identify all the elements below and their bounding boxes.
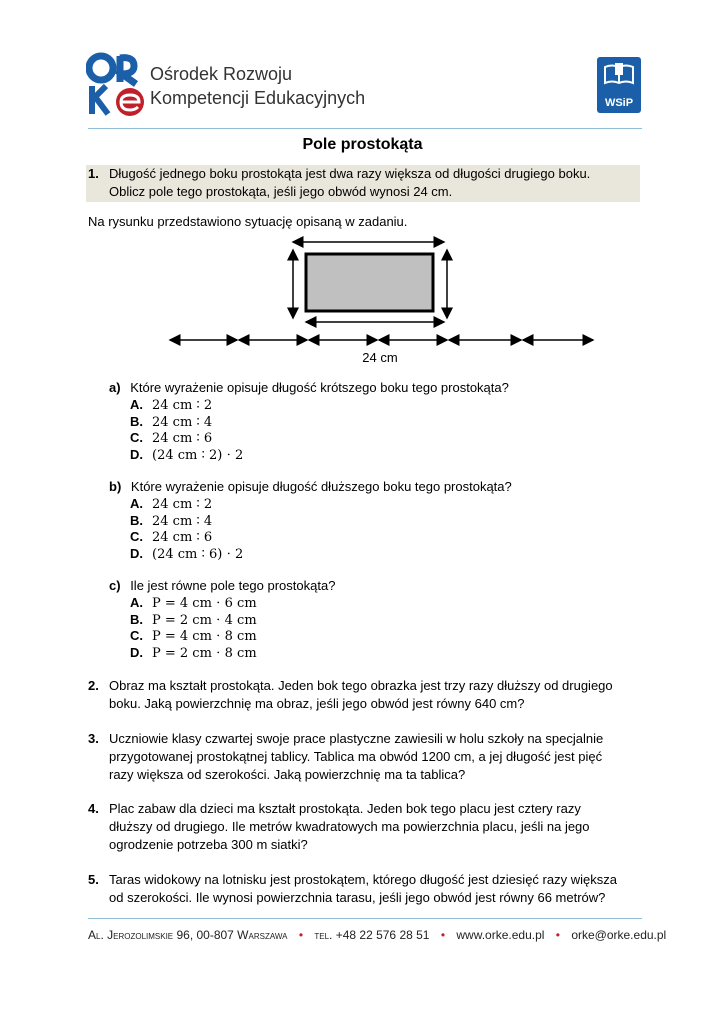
task1-intro: Na rysunku przedstawiono sytuację opisaną w zadaniu.	[88, 214, 408, 229]
part-c-label: c)	[109, 578, 121, 593]
task2-line1: Obraz ma kształt prostokąta. Jeden bok tego obrazka jest trzy razy dłuższy od drugiego	[109, 678, 613, 693]
org-name-line2: Kompetencji Edukacyjnych	[150, 88, 366, 108]
footer-rule	[88, 918, 642, 919]
header-rule	[88, 128, 642, 129]
wsip-logo	[597, 57, 641, 113]
part-b-option-b: B. 24 cm ∶ 4	[130, 513, 213, 529]
part-c-option-c: C. P = 4 cm ⋅ 8 cm	[130, 628, 257, 644]
task1-line1: Długość jednego boku prostokąta jest dwa razy większa od długości drugiego boku.	[109, 166, 591, 181]
wsip-label: WSiP	[604, 97, 634, 109]
part-c-option-d: D. P = 2 cm ⋅ 8 cm	[130, 645, 257, 661]
task5-line1: Taras widokowy na lotnisku jest prostokątem, którego długość jest dziesięć razy większa	[109, 872, 617, 887]
task4-number: 4.	[88, 801, 99, 816]
footer-separator: •	[555, 928, 560, 942]
footer	[88, 928, 666, 942]
part-c	[109, 577, 335, 595]
part-b-question: Które wyrażenie opisuje długość dłuższego boku tego prostokąta?	[130, 479, 512, 494]
part-c-question: Ile jest równe pole tego prostokąta?	[130, 578, 336, 593]
part-a	[109, 379, 509, 397]
task1-number: 1.	[88, 166, 99, 181]
task1-line2: Oblicz pole tego prostokąta, jeśli jego obwód wynosi 24 cm.	[109, 184, 453, 199]
rectangle-figure	[160, 232, 600, 368]
org-name-line1: Ośrodek Rozwoju	[150, 64, 293, 84]
footer-separator: •	[298, 928, 304, 942]
task4-line1: Plac zabaw dla dzieci ma kształt prostokąta. Jeden bok tego placu jest cztery razy	[109, 801, 581, 816]
part-c-option-a: A. P = 4 cm ⋅ 6 cm	[130, 595, 257, 611]
page-title: Pole prostokąta	[302, 136, 423, 153]
task3-line3: razy większa od szerokości. Jaką powierzchnię ma ta tablica?	[109, 767, 466, 782]
task4-line2: dłuższy od drugiego. Ile metrów kwadratowych ma powierzchnia placu, jeśli na jego	[109, 819, 590, 834]
part-b	[109, 478, 512, 496]
part-b-label: b)	[109, 479, 122, 494]
orke-logo-icon	[86, 52, 146, 118]
footer-address: Al. Jerozolimskie 96, 00-807 Warszawa	[88, 928, 288, 942]
part-a-option-d: D. (24 cm ∶ 2) ⋅ 2	[130, 447, 244, 463]
footer-phone: tel. +48 22 576 28 51	[314, 928, 430, 942]
task3-line1: Uczniowie klasy czwartej swoje prace plastyczne zawiesili w holu szkoły na specjalnie	[109, 731, 604, 746]
task2-line2: boku. Jaką powierzchnię ma obraz, jeśli jego obwód jest równy 640 cm?	[109, 696, 525, 711]
part-a-option-a: A. 24 cm ∶ 2	[130, 397, 213, 413]
book-icon	[597, 57, 641, 93]
part-a-question: Które wyrażenie opisuje długość krótszego boku tego prostokąta?	[130, 380, 509, 395]
task2-number: 2.	[88, 678, 99, 693]
task3-number: 3.	[88, 731, 99, 746]
rectangle-shape	[306, 254, 433, 311]
part-b-option-d: D. (24 cm ∶ 6) ⋅ 2	[130, 546, 244, 562]
org-name	[150, 62, 365, 110]
figure-label: 24 cm	[362, 350, 398, 365]
footer-email-link[interactable]: orke@orke.edu.pl	[571, 928, 667, 942]
orke-logo	[86, 52, 146, 118]
footer-separator: •	[440, 928, 446, 942]
part-a-label: a)	[109, 380, 121, 395]
task4-line3: ogrodzenie potrzeba 300 m siatki?	[109, 837, 308, 852]
task5-number: 5.	[88, 872, 99, 887]
part-c-option-b: B. P = 2 cm ⋅ 4 cm	[130, 612, 257, 628]
task5-line2: od szerokości. Ile wynosi powierzchnia tarasu, jeśli jego obwód jest równy 66 metrów?	[109, 890, 606, 905]
task3-line2: przygotowanej prostokątnej tablicy. Tablica ma obwód 1200 cm, a jej długość jest pięć	[109, 749, 603, 764]
part-a-option-c: C. 24 cm ∶ 6	[130, 430, 213, 446]
part-a-option-b: B. 24 cm ∶ 4	[130, 414, 213, 430]
part-b-option-a: A. 24 cm ∶ 2	[130, 496, 213, 512]
part-b-option-c: C. 24 cm ∶ 6	[130, 529, 213, 545]
footer-website-link[interactable]: www.orke.edu.pl	[456, 928, 545, 942]
